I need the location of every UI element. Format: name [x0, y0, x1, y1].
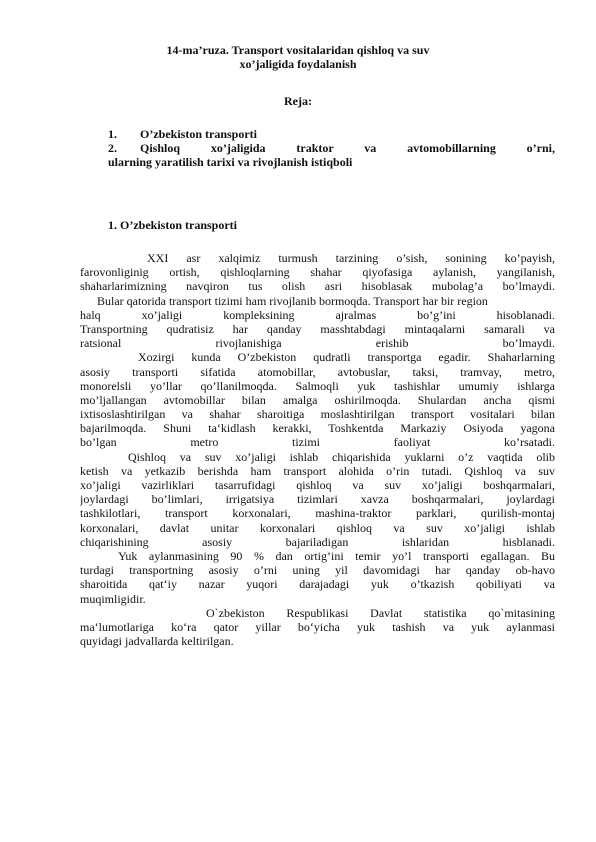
plan-list: [108, 127, 555, 170]
text-line: halq xo’jaligi kompleksining ajralmas bo’g’ini hisoblanadi.: [80, 307, 555, 322]
lecture-title: [60, 43, 536, 71]
text-line: quyidagi jadvallarda keltirilgan.: [80, 634, 234, 649]
text-line: Bular qatorida transport tizimi ham rivojlanib bormoqda. Transport har bir region: [97, 293, 488, 308]
text-line: Qishloq va suv xo’jaligi ishlab chiqarishida yuklarni o’z vaqtida olib: [128, 449, 555, 464]
text-line: shaharlarimizning navqiron tus olish asri hisoblasak mubolag’a bo’lmaydi.: [80, 279, 555, 294]
plan-item-1: [108, 127, 555, 141]
text-line: bajarilmoqda. Shuni ta‘kidlash kerakki, Toshkentda Markaziy Osiyoda yagona: [80, 421, 555, 436]
plan-item-number: 1.: [108, 127, 117, 141]
body-text: [80, 251, 555, 648]
text-line: Yuk aylanmasining 90 % dan ortig’ini temir yo’l transporti egallagan. Bu: [118, 548, 555, 563]
text-line: korxonalari, davlat unitar korxonalari qishloq va suv xo’jaligi ishlab: [80, 520, 555, 535]
text-line: ratsional rivojlanishiga erishib bo’lmaydi.: [80, 336, 555, 351]
text-line: mo’ljallangan avtomobillar bilan amalga oshirilmoqda. Shulardan ancha qismi: [80, 392, 555, 407]
text-line: muqimligidir.: [80, 591, 146, 606]
text-line: xo’jaligi vazirliklari tasarrufidagi qishloq va suv xo’jaligi boshqarmalari,: [80, 478, 555, 492]
plan-item-number: 2.: [108, 141, 117, 156]
text-line: joylardagi bo’limlari, irrigatsiya tizimlari xavza boshqarmalari, joylardagi: [80, 492, 555, 507]
text-line: turdagi transportning asosiy o’rni uning yil davomidagi har qanday ob-havo: [80, 563, 555, 578]
section-heading: 1. O’zbekiston transporti: [108, 218, 237, 232]
plan-item-text: O’zbekiston transporti: [140, 127, 257, 141]
text-line: bo’lgan metro tizimi faoliyat ko’rsatadi.: [80, 435, 555, 450]
text-line: O`zbekiston Respublikasi Davlat statistika qo`mitasining: [206, 605, 555, 620]
text-line: monorelsli yo’llar qo’llanilmoqda. Salmoqli yuk tashishlar umumiy ishlarga: [80, 378, 555, 393]
plan-item-text: Qishloq xo’jaligida traktor va avtomobillarning o’rni,: [140, 141, 555, 156]
text-line: ma‘lumotlariga ko‘ra qator yillar bo‘yicha yuk tashish va yuk aylanmasi: [80, 619, 555, 634]
text-line: farovonliginig ortish, qishloqlarning shahar qiyofasiga aylanish, yangilanish,: [80, 265, 555, 280]
text-line: asosiy transporti sifatida atomobillar, avtobuslar, taksi, tramvay, metro,: [80, 364, 555, 379]
plan-item-2-continued: ularning yaratilish tarixi va rivojlanish istiqboli: [108, 155, 353, 170]
title-line-1: 14-ma’ruza. Transport vositalaridan qishloq va suv: [166, 43, 430, 57]
text-line: Transportning qudratisiz har qanday masshtabdagi mintaqalarni samarali va: [80, 321, 555, 336]
plan-item-2: [108, 141, 555, 155]
plan-heading: Reja:: [284, 94, 312, 108]
text-line: XXI asr xalqimiz turmush tarzining o’sish, sonining ko’payish,: [147, 251, 555, 265]
text-line: tashkilotlari, transport korxonalari, mashina-traktor parklari, qurilish-montaj: [80, 506, 555, 521]
title-line-2: xo’jaligida foydalanish: [239, 57, 357, 72]
text-line: chiqarishining asosiy bajariladigan ishlaridan hisblanadi.: [80, 534, 555, 549]
text-line: sharoitida qat‘iy nazar yuqori darajadagi yuk o’tkazish qobiliyati va: [80, 577, 555, 592]
text-line: ixtisoslashtirilgan va shahar sharoitiga moslashtirilgan transport vositalari bilan: [80, 407, 555, 422]
text-line: ketish va yetkazib berishda ham transport alohida o’rin tutadi. Qishloq va suv: [80, 463, 555, 478]
text-line: Xozirgi kunda O’zbekiston qudratli transportga egadir. Shaharlarning: [138, 350, 555, 365]
